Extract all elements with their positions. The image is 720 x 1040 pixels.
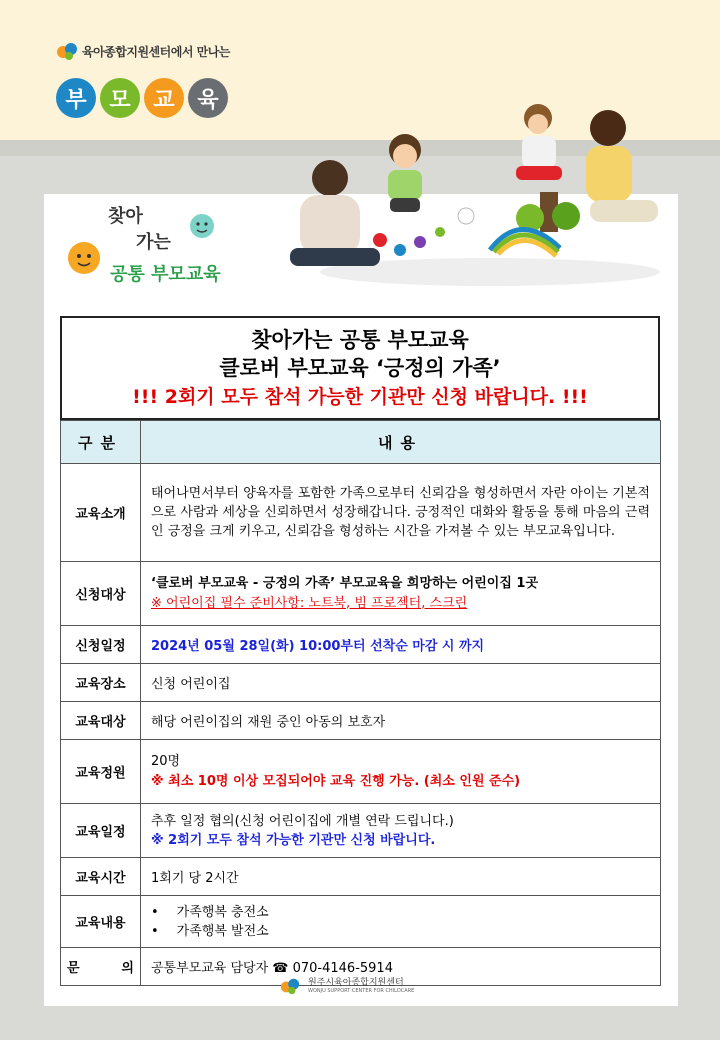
row-value: 2024년 05월 28일(화) 10:00부터 선착순 마감 시 까지 [141,626,661,664]
row-value: 태어나면서부터 양육자를 포함한 가족으로부터 신뢰감을 형성하면서 자란 아이는 기본적으로 사람과 세상을 신뢰하면서 성장해갑니다. 긍정적인 대화와 활동을 통해 마음의 근력인 긍정을 크게 키우고, 신뢰감을 형성하는 시간을 가져볼 수 있는 부모교육입니다. [141,464,661,562]
table-row [61,626,661,664]
table-row [61,702,661,740]
title-notice: !!! 2회기 모두 참석 가능한 기관만 신청 바랍니다. !!! [132,386,588,408]
info-table [60,420,661,986]
row-key: 문 의 [61,948,141,986]
capacity-count: 20명 [151,753,181,769]
footer-org-name-en: WONJU SUPPORT CENTER FOR CHILDCARE [308,988,415,994]
row-value: 해당 어린이집의 재원 중인 아동의 보호자 [141,702,661,740]
character-line-2: 가는 [136,232,171,253]
circle-char-3: 교 [144,78,184,118]
content-item-1: 가족행복 충전소 [176,904,269,920]
row-key: 교육일정 [61,804,141,858]
row-key: 교육내용 [61,896,141,948]
footer-org-name: 원주시육아종합지원센터 [308,978,404,988]
row-key: 교육시간 [61,858,141,896]
capacity-note: ※ 최소 10명 이상 모집되어야 교육 진행 가능. (최소 인원 준수) [151,773,521,789]
table-row [61,896,661,948]
row-value [141,562,661,626]
org-logo-icon [56,40,78,62]
table-row [61,664,661,702]
row-key: 교육소개 [61,464,141,562]
row-value: 공통부모교육 담당자 ☎ 070-4146-5914 [141,948,661,986]
schedule-note: ※ 2회기 모두 참석 가능한 기관만 신청 바랍니다. [151,832,436,848]
row-key: 교육대상 [61,702,141,740]
table-row [61,740,661,804]
family-illustration [290,100,660,290]
table-row [61,858,661,896]
row-value: 신청 어린이집 [141,664,661,702]
header-key: 구분 [61,421,141,464]
list-item: • 가족행복 충전소 [151,904,269,920]
character-mascot-icon [62,196,242,296]
footer-logo [278,976,414,996]
header-value: 내용 [141,421,661,464]
target-note: ※ 어린이집 필수 준비사항: 노트북, 빔 프로젝터, 스크린 [151,595,468,611]
page-title: 찾아가는 공통 부모교육 [251,328,469,352]
circle-char-2: 모 [100,78,140,118]
content-item-2: 가족행복 발전소 [176,923,269,939]
circle-char-1: 부 [56,78,96,118]
list-item: • 가족행복 발전소 [151,923,269,939]
row-value [141,896,661,948]
row-value [141,804,661,858]
character-logo [62,196,242,296]
target-line: ‘클로버 부모교육 - 긍정의 가족’ 부모교육을 희망하는 어린이집 1곳 [151,575,539,591]
footer-logo-icon [278,976,302,996]
row-key: 교육정원 [61,740,141,804]
title-box [60,316,660,420]
table-row [61,804,661,858]
character-line-1: 찾아 [108,206,143,227]
schedule-line: 추후 일정 협의(신청 어린이집에 개별 연락 드립니다.) [151,813,454,829]
table-header-row [61,421,661,464]
row-key: 신청일정 [61,626,141,664]
character-line-3: 공통 부모교육 [110,264,221,285]
table-row [61,562,661,626]
program-title-circles [56,78,228,118]
row-key: 신청대상 [61,562,141,626]
row-key: 교육장소 [61,664,141,702]
circle-char-4: 육 [188,78,228,118]
page-subtitle: 클로버 부모교육 ‘긍정의 가족’ [219,356,501,380]
row-value: 1회기 당 2시간 [141,858,661,896]
org-logo [56,40,230,62]
org-tagline: 육아종합지원센터에서 만나는 [82,44,230,59]
table-row [61,464,661,562]
row-value [141,740,661,804]
